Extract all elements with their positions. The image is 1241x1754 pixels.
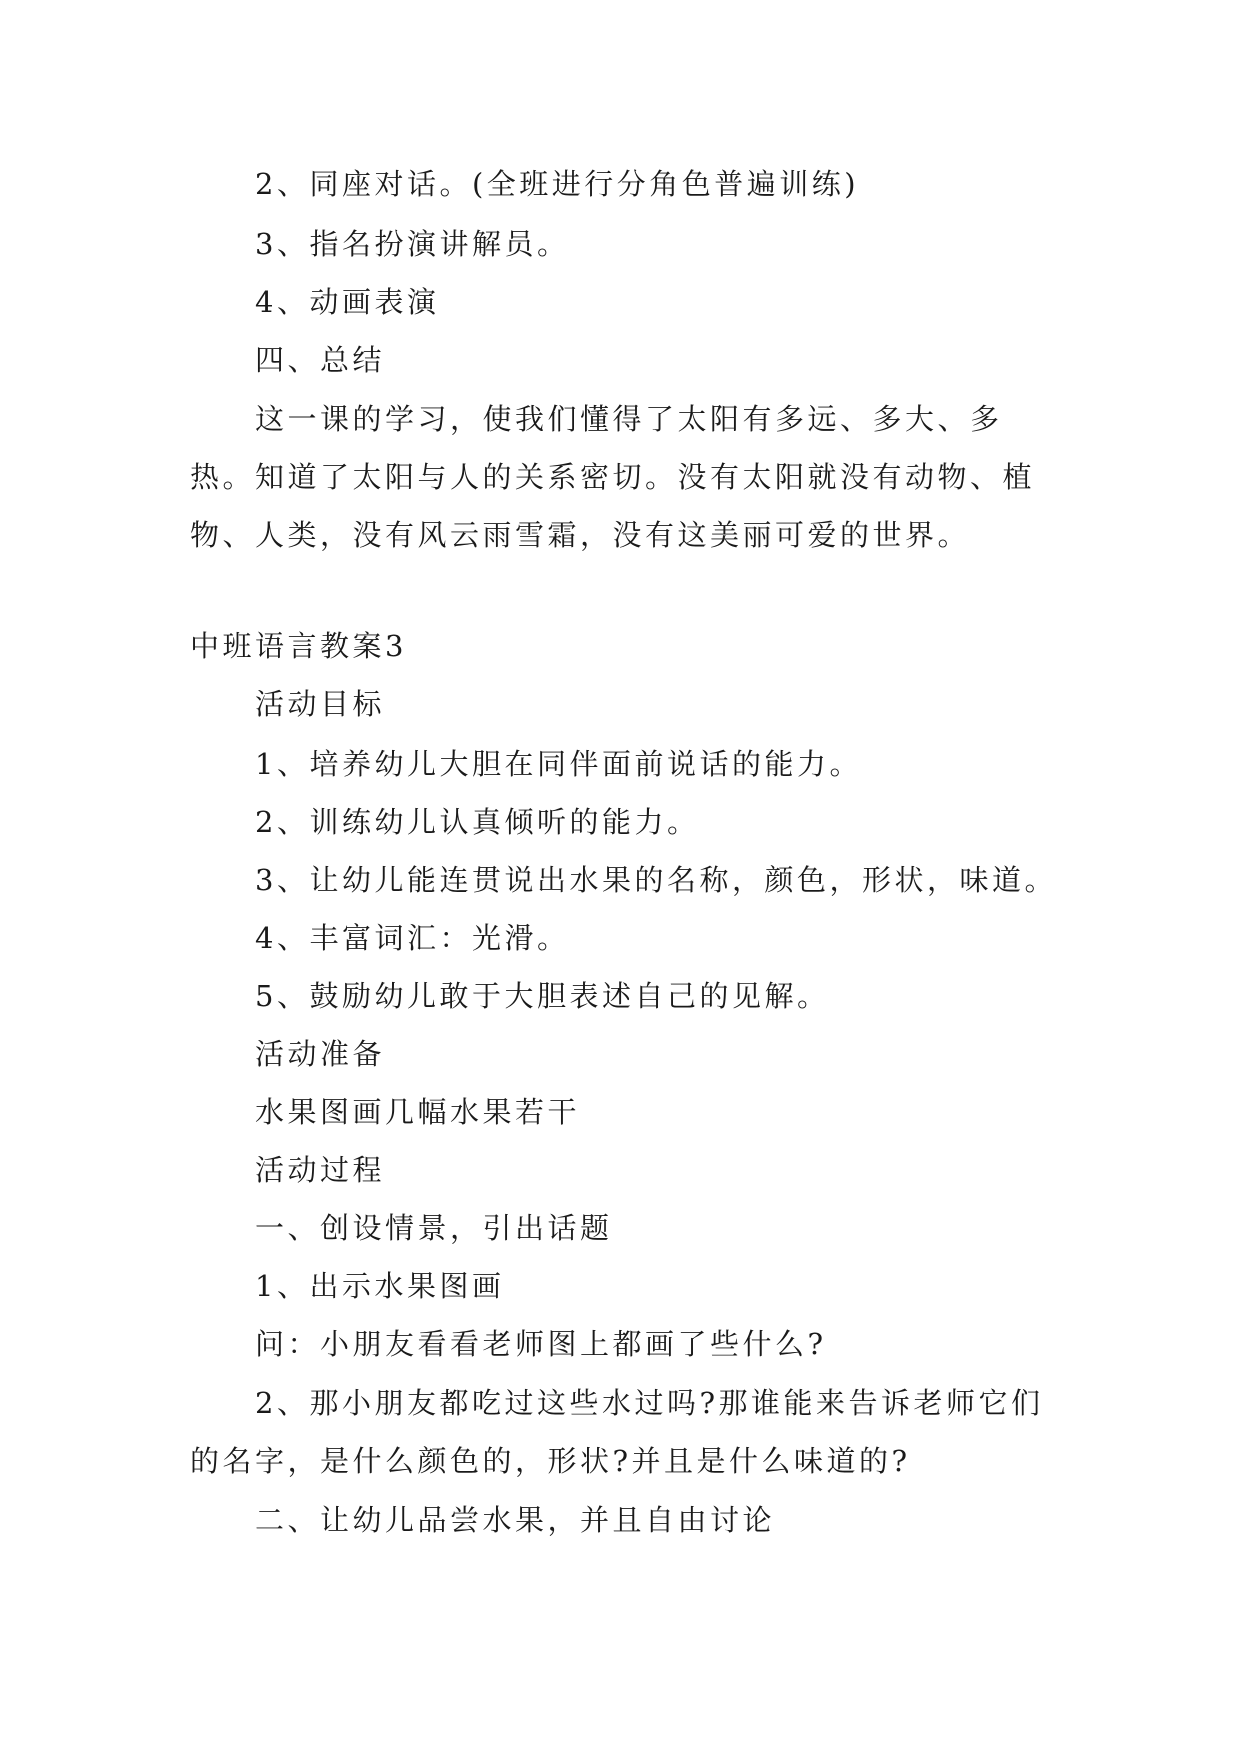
section-heading: 活动过程: [255, 1153, 386, 1187]
section-heading: 活动准备: [255, 1037, 386, 1071]
question-text: 问：小朋友看看老师图上都画了些什么?: [255, 1327, 827, 1361]
list-item: 1、培养幼儿大胆在同伴面前说话的能力。: [255, 747, 862, 781]
step-heading: 一、创设情景，引出话题: [255, 1211, 613, 1245]
section-heading: 四、总结: [255, 343, 386, 377]
step-heading: 二、让幼儿品尝水果，并且自由讨论: [255, 1503, 776, 1537]
list-item: 2、训练幼儿认真倾听的能力。: [255, 805, 700, 839]
list-item: 3、指名扮演讲解员。: [255, 227, 570, 261]
list-item: 5、鼓励幼儿敢于大胆表述自己的见解。: [255, 979, 830, 1013]
summary-paragraph: 这一课的学习，使我们懂得了太阳有多远、多大、多热。知道了太阳与人的关系密切。没有太阳就没有动物、植物、人类，没有风云雨雪霜，没有这美丽可爱的世界。: [190, 402, 1036, 552]
body-paragraph: 2、那小朋友都吃过这些水过吗?那谁能来告诉老师它们的名字，是什么颜色的，形状?并且是什么味道的?: [190, 1386, 1044, 1478]
document-title: 中班语言教案3: [190, 629, 407, 663]
list-item: 1、出示水果图画: [255, 1269, 505, 1303]
list-item: 3、让幼儿能连贯说出水果的名称，颜色，形状，味道。: [255, 863, 1057, 897]
section-heading: 活动目标: [255, 687, 386, 721]
list-item: 4、丰富词汇：光滑。: [255, 921, 570, 955]
body-text: 水果图画几幅水果若干: [255, 1095, 581, 1129]
list-item: 2、同座对话。(全班进行分角色普遍训练): [255, 167, 860, 201]
list-item: 4、动画表演: [255, 285, 440, 319]
